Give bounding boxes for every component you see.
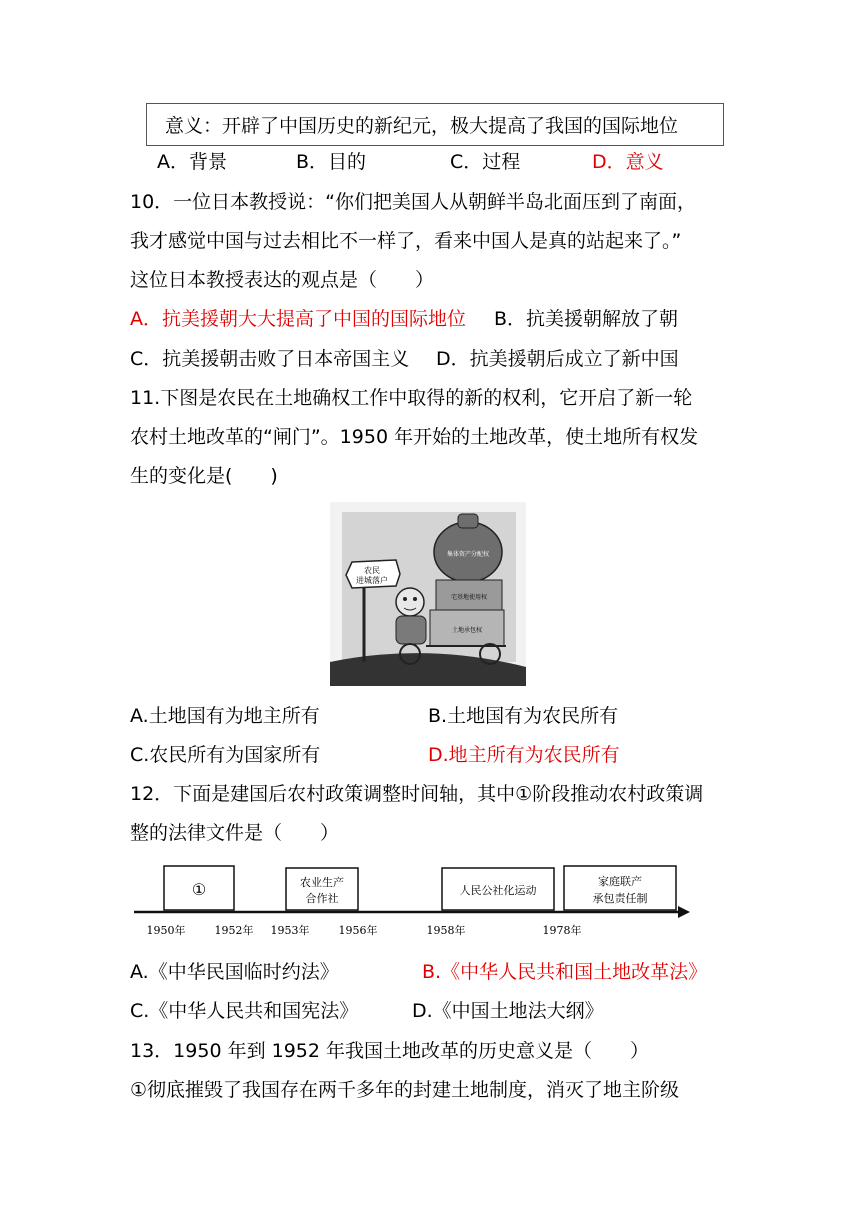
- q10-stem-line-1: 10．一位日本教授说：“你们把美国人从朝鲜半岛北面压到了南面，: [130, 191, 697, 213]
- q9-option-a: A．背景: [157, 151, 227, 173]
- timeline-year-1950: 1950年: [146, 924, 186, 937]
- q13-item-1: ①彻底摧毁了我国存在两千多年的封建土地制度，消灭了地主阶级: [130, 1079, 680, 1101]
- q10-stem-line-2: 我才感觉中国与过去相比不一样了，看来中国人是真的站起来了。”: [130, 230, 682, 252]
- q11-option-b: B.土地国有为农民所有: [428, 705, 619, 727]
- timeline-year-1958: 1958年: [426, 924, 466, 937]
- q10-option-d: D．抗美援朝后成立了新中国: [436, 348, 679, 370]
- q10-option-a-answer: A．抗美援朝大大提高了中国的国际地位: [130, 308, 466, 330]
- q12-option-c: C.《中华人民共和国宪法》: [130, 1000, 359, 1022]
- box1-text: 宅基地使用权: [450, 594, 488, 601]
- timeline-box2-label-1: 农业生产: [300, 876, 344, 889]
- timeline-box4-label-2: 承包责任制: [592, 892, 648, 905]
- q11-stem-line-2: 农村土地改革的“闸门”。1950 年开始的土地改革，使土地所有权发: [130, 426, 699, 448]
- q10-option-b: B．抗美援朝解放了朝: [494, 308, 679, 330]
- sign-text-2: 进城落户: [356, 576, 388, 585]
- q12-option-a: A.《中华民国临时约法》: [130, 961, 339, 983]
- q11-stem-line-3: 生的变化是( ): [130, 465, 278, 487]
- land-rights-cartoon: [330, 502, 526, 686]
- timeline-year-1952: 1952年: [214, 924, 254, 937]
- timeline-box4-label-1: 家庭联产: [598, 875, 642, 888]
- significance-box: [146, 103, 724, 146]
- significance-text: 意义：开辟了中国历史的新纪元，极大提高了我国的国际地位: [165, 115, 679, 137]
- q10-option-c: C．抗美援朝击败了日本帝国主义: [130, 348, 410, 370]
- q12-stem-line-1: 12．下面是建国后农村政策调整时间轴，其中①阶段推动农村政策调: [130, 783, 704, 805]
- q12-stem-line-2: 整的法律文件是（ ）: [130, 822, 340, 844]
- q12-option-b-answer: B.《中华人民共和国土地改革法》: [422, 961, 708, 983]
- q11-option-a: A.土地国有为地主所有: [130, 705, 320, 727]
- timeline-box3-label: 人民公社化运动: [459, 884, 537, 897]
- q11-option-c: C.农民所有为国家所有: [130, 744, 321, 766]
- q12-option-d: D.《中国土地法大纲》: [412, 1000, 604, 1022]
- timeline-year-1978: 1978年: [542, 924, 582, 937]
- timeline-year-1953: 1953年: [270, 924, 310, 937]
- timeline-box2-label-2: 合作社: [305, 892, 339, 905]
- timeline-box1-label: ①: [191, 880, 207, 899]
- q9-option-d-answer: D．意义: [592, 151, 664, 173]
- sign-text-1: 农民: [364, 566, 380, 575]
- q11-option-d-answer: D.地主所有为农民所有: [428, 744, 620, 766]
- box2-text: 土地承包权: [451, 627, 483, 634]
- q13-stem-line-1: 13．1950 年到 1952 年我国土地改革的历史意义是（ ）: [130, 1040, 650, 1062]
- q9-option-c: C．过程: [450, 151, 521, 173]
- policy-timeline: [130, 858, 690, 944]
- q9-option-b: B．目的: [296, 151, 367, 173]
- sack-text: 集体资产分配权: [446, 551, 490, 558]
- q10-stem-line-3: 这位日本教授表达的观点是（ ）: [130, 269, 435, 291]
- q11-stem-line-1: 11.下图是农民在土地确权工作中取得的新的权利，它开启了新一轮: [130, 387, 693, 409]
- timeline-year-1956: 1956年: [338, 924, 378, 937]
